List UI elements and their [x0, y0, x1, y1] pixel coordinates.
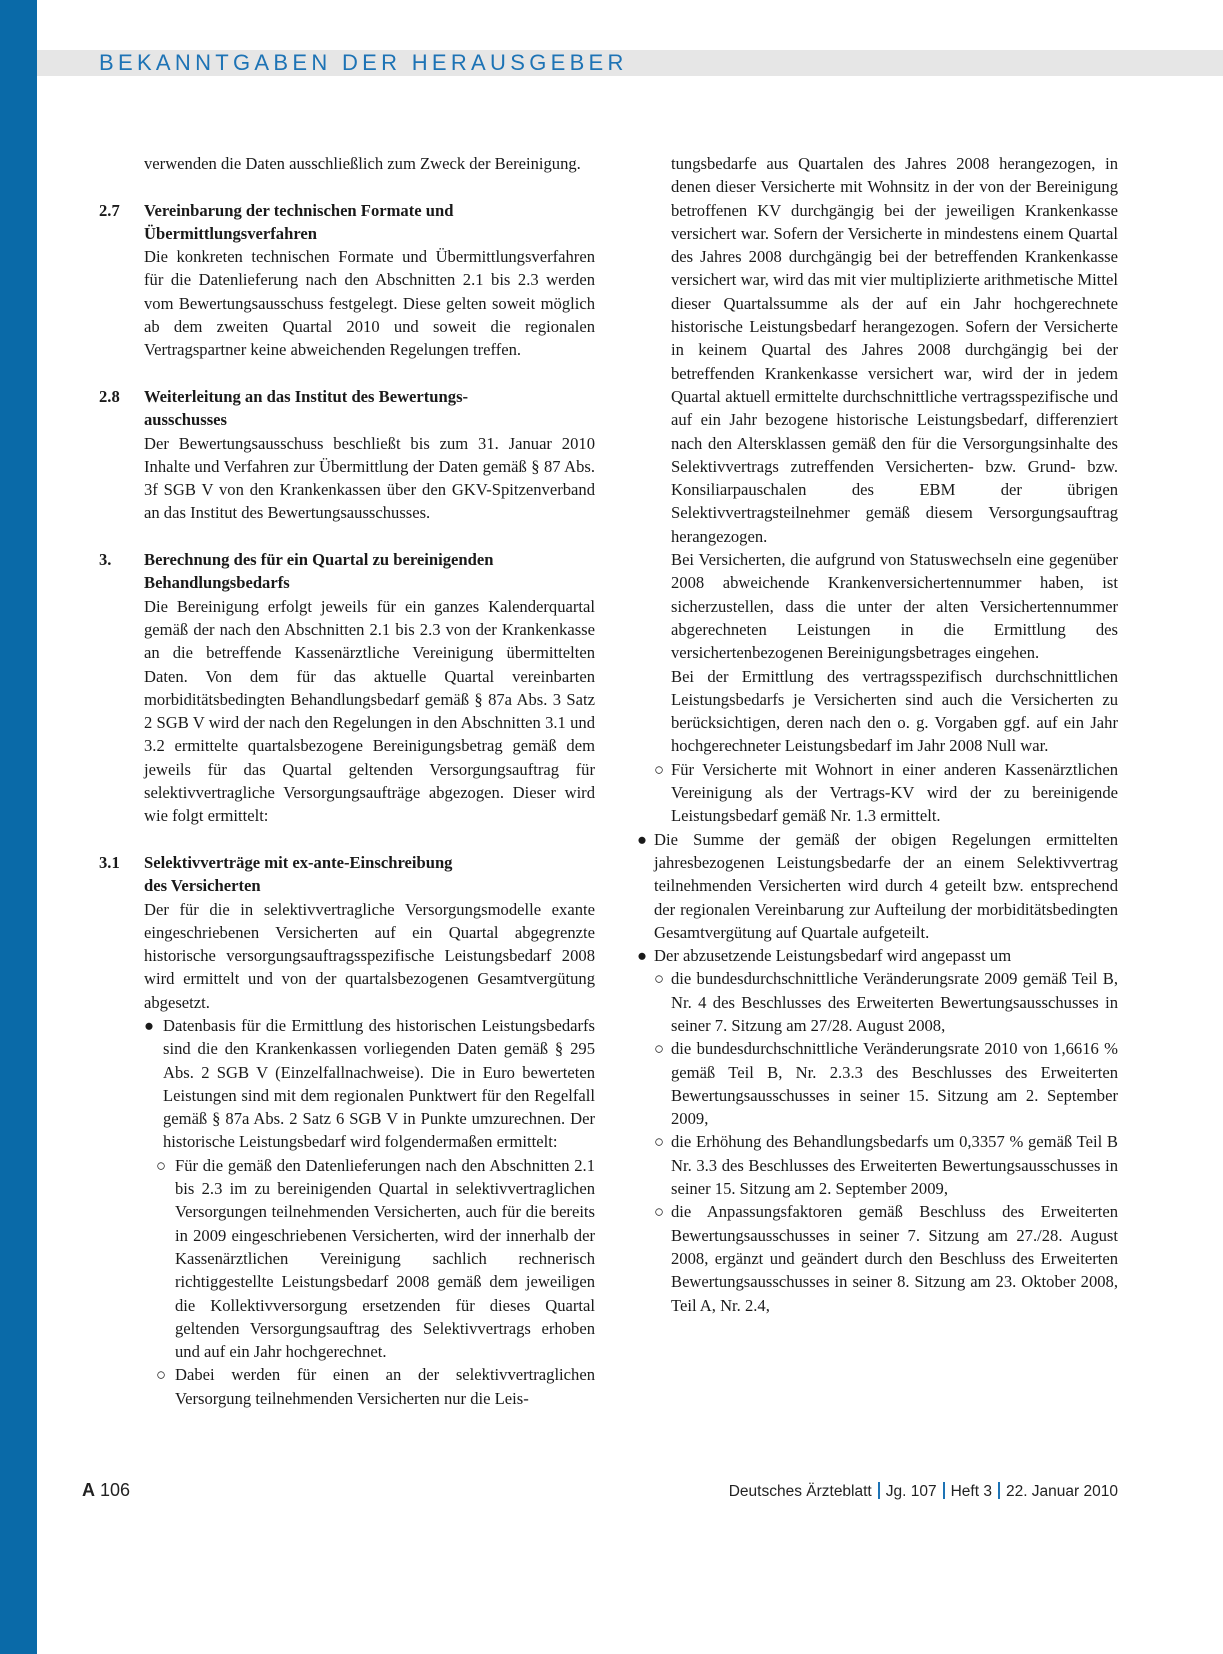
page-number [82, 1480, 130, 1501]
sub-bullet-item [99, 1154, 595, 1364]
sub-bullet-text: die Erhöhung des Behandlungsbedarfs um 0,3357 % gemäß Teil B Nr. 3.3 des Beschlusses des Erweiterten Bewertungsausschusses in seiner 15. Sitzung am 2. September 2009, [671, 1132, 1118, 1199]
separator [878, 1482, 880, 1499]
hollow-bullet-icon: ○ [654, 1132, 665, 1152]
sub-bullet-text: die bundesdurchschnittliche Veränderungsrate 2009 gemäß Teil B, Nr. 4 des Beschlusses des Erweiterten Bewertungsausschusses in seiner 7. Sitzung am 27/28. August 2008, [671, 969, 1118, 1035]
sub-bullet-text: die bundesdurchschnittliche Veränderungsrate 2010 von 1,6616 % gemäß Teil B, Nr. 2.3.3 des Beschlusses des Erweiterten Bewertungsausschusses in seiner 15. Sitzung am 2. September 2009, [671, 1039, 1118, 1129]
journal-date: 22. Januar 2010 [1005, 1483, 1118, 1500]
section-number: 3.1 [99, 852, 120, 872]
section-2-8 [99, 385, 595, 525]
intro-paragraph: verwenden die Daten ausschließlich zum Zweck der Bereinigung. [144, 154, 581, 173]
bullet-text: Der abzusetzende Leistungsbedarf wird angepasst um [654, 946, 1012, 966]
section-3 [99, 548, 595, 828]
sub-bullet-item [654, 1200, 1118, 1316]
section-title-line-2: Behandlungsbedarfs [144, 573, 290, 593]
left-column [99, 152, 595, 1410]
hollow-bullet-icon: ○ [654, 1202, 665, 1222]
hollow-bullet-icon: ○ [654, 969, 665, 989]
section-header-title: BEKANNTGABEN DER HERAUSGEBER [99, 50, 628, 75]
filled-bullet-icon: ● [144, 1015, 155, 1035]
hollow-bullet-icon: ○ [156, 1155, 167, 1175]
section-body: Die Bereinigung erfolgt jeweils für ein ganzes Kalenderquartal gemäß der nach den Abschnitten 2.1 bis 2.3 von der Krankenkasse an die betreffende Kassenärztliche Vereinigung übermittelten Daten. Von dem für das aktuelle Quartal vereinbarten morbiditätsbedingten Behandlungsbedarf gemäß § 87a Abs. 3 Satz 2 SGB V wird der nach den Regelungen in den Abschnitten 3.1 und 3.2 ermittelte quartalsbezogene Bereinigungsbetrag gemäß dem jeweils für das Quartal geltenden Versorgungsauftrag für selektivvertragliche Versorgungsaufträge abgezogen. Dieser wird wie folgt ermittelt: [144, 596, 595, 826]
journal-citation [729, 1482, 1118, 1501]
bullet-item [637, 828, 1118, 944]
section-title-line-1: Berechnung des für ein Quartal zu bereinigenden [144, 550, 494, 570]
sub-bullet-item [654, 758, 1118, 828]
section-heading [99, 548, 595, 595]
bullet-text: Datenbasis für die Ermittlung des historischen Leistungsbedarfs sind die den Krankenkassen vorliegenden Daten gemäß § 295 Abs. 2 SGB V (Einzelfallnachweise). Die in Euro bewerteten Leistungen sind mit dem regionalen Punktwert für den Regelfall gemäß § 87a Abs. 2 Satz 6 SGB V in Punkte umzurechnen. Der historische Leistungsbedarf wird folgendermaßen ermittelt: [163, 1015, 595, 1152]
section-title-line-2: Übermittlungsverfahren [144, 223, 317, 243]
sub-bullet-item [654, 1130, 1118, 1200]
section-title-line-2: ausschusses [144, 410, 228, 430]
section-title-line-2: des Versicherten [144, 876, 261, 896]
section-title-line-1: Weiterleitung an das Institut des Bewertungs- [144, 386, 469, 406]
sub-bullet-text: Für die gemäß den Datenlieferungen nach den Abschnitten 2.1 bis 2.3 im zu bereinigenden Quartal in selektivvertraglichen Versorgungen teilnehmenden Versicherten, auch für die bereits in 2009 eingeschriebenen Versicherten, wird der innerhalb der Kassenärztlichen Vereinigung sachlich rechnerisch richtiggestellte Leistungsbedarf 2008 gemäß dem jeweiligen die Kollektivversorgung ersetzenden für dieses Quartal geltenden Versorgungsauftrag des Selektivvertrags erhoben und auf ein Jahr hochgerechnet. [175, 1155, 595, 1362]
continued-sub-bullet [671, 152, 1118, 758]
hollow-bullet-icon: ○ [654, 1039, 665, 1059]
section-number: 2.8 [99, 386, 120, 406]
sub-bullet-text: Dabei werden für einen an der selektivvertraglichen Versorgung teilnehmenden Versicherten nur die Leis- [175, 1365, 595, 1408]
left-color-bar [0, 0, 37, 1654]
section-heading [99, 385, 595, 432]
section-2-7 [99, 199, 595, 362]
section-heading [99, 851, 595, 898]
continued-paragraph: tungsbedarfe aus Quartalen des Jahres 2008 herangezogen, in denen dieser Versicherte mit Wohnsitz in der von der Bereinigung betroffenen KV durchgängig bei der jeweiligen Krankenkasse versichert war. Sofern der Versicherte in mindestens einem Quartal des Jahres 2008 durchgängig bei der betreffenden Krankenkasse versichert war, wird das mit vier multiplizierte arithmetische Mittel dieser Quartalssumme als der auf ein Jahr hochgerechnete historische Leistungsbedarf herangezogen. Sofern der Versicherte in keinem Quartal des Jahres 2008 durchgängig bei der betreffenden Krankenkasse versichert war, wird der in jedem Quartal aktuell ermittelte durchschnittliche vertragsspezifische und auf ein Jahr bezogene historische Leistungsbedarf, differenziert nach den Altersklassen gemäß den für die Versorgungsinhalte des Selektivvertrags zutreffenden Versicherten- bzw. Grund- bzw. Konsiliarpauschalen des EBM der übrigen Selektivvertragsteilnehmer gemäß diesem Versorgungsauftrag herangezogen. [671, 154, 1118, 546]
continued-paragraph: Bei Versicherten, die aufgrund von Statuswechseln eine gegenüber 2008 abweichende Krankenversichertennummer haben, ist sicherzustellen, dass die unter der alten Versichertennummer abgerechneten Leistungen in die Ermittlung des versichertenbezogenen Bereinigungsbetrages eingehen. [671, 550, 1118, 663]
page-prefix: A [82, 1480, 95, 1500]
continued-paragraph: Bei der Ermittlung des vertragsspezifisch durchschnittlichen Leistungsbedarfs je Versicherten sind auch die Versicherten zu berücksichtigen, deren nach den o. g. Vorgaben ggf. auf ein Jahr hochgerechneter Leistungsbedarf im Jahr 2008 Null war. [671, 666, 1118, 756]
section-3-1 [99, 851, 595, 1410]
section-body: Die konkreten technischen Formate und Übermittlungsverfahren für die Datenlieferung nach den Abschnitten 2.1 bis 2.3 werden vom Bewertungsausschuss festgelegt. Diese gelten soweit möglich ab dem zweiten Quartal 2010 und soweit die regionalen Vertragspartner keine abweichenden Regelungen treffen. [144, 247, 595, 360]
sub-bullet-item [654, 1037, 1118, 1130]
section-body: Der für die in selektivvertragliche Versorgungsmodelle exante eingeschriebenen Versicherten auf ein Quartal abgegrenzte historische versorgungsauftragsspezifische Leistungsbedarf 2008 wird ermittelt und von der quartalsbezogenen Gesamtvergütung abgesetzt. [144, 899, 595, 1012]
hollow-bullet-icon: ○ [156, 1365, 167, 1385]
right-column [637, 152, 1118, 1317]
section-number: 3. [99, 550, 112, 570]
filled-bullet-icon: ● [637, 946, 648, 966]
hollow-bullet-icon: ○ [654, 759, 665, 779]
journal-name: Deutsches Ärzteblatt [728, 1483, 872, 1500]
journal-issue: Heft 3 [950, 1483, 992, 1500]
page-number-value: 106 [100, 1480, 131, 1500]
sub-bullet-item [654, 967, 1118, 1037]
filled-bullet-icon: ● [637, 829, 648, 849]
section-title-line-1: Selektivverträge mit ex-ante-Einschreibung [144, 852, 453, 872]
sub-bullet-text: die Anpassungsfaktoren gemäß Beschluss des Erweiterten Bewertungsausschusses in seiner 7. Sitzung am 27./28. August 2008, ergänzt und geändert durch den Beschluss des Erweiterten Bewertungsausschusses in seiner 8. Sitzung am 23. Oktober 2008, Teil A, Nr. 2.4, [671, 1202, 1118, 1315]
bullet-item [637, 944, 1118, 967]
section-number: 2.7 [99, 200, 120, 220]
section-heading [99, 199, 595, 246]
bullet-text: Die Summe der gemäß der obigen Regelungen ermittelten jahresbezogenen Leistungsbedarfe der an einem Selektivvertrag teilnehmenden Versicherten wird durch 4 geteilt bzw. entsprechend der regionalen Vereinbarung zur Aufteilung der morbiditätsbedingten Gesamtvergütung auf Quartale aufgeteilt. [654, 829, 1118, 942]
section-title-line-1: Vereinbarung der technischen Formate und [144, 200, 454, 220]
separator [943, 1482, 945, 1499]
journal-volume: Jg. 107 [885, 1483, 937, 1500]
sub-bullet-text: Für Versicherte mit Wohnort in einer anderen Kassenärztlichen Vereinigung als der Vertrags-KV wird der zu bereinigende Leistungsbedarf gemäß Nr. 1.3 ermittelt. [671, 759, 1118, 826]
sub-bullet-item [99, 1363, 595, 1410]
section-body: Der Bewertungsausschuss beschließt bis zum 31. Januar 2010 Inhalte und Verfahren zur Übermittlung der Daten gemäß § 87 Abs. 3f SGB V von den Krankenkassen über den GKV-Spitzenverband an das Institut des Bewertungsausschusses. [144, 433, 595, 523]
bullet-item [99, 1014, 595, 1154]
separator [998, 1482, 1000, 1499]
